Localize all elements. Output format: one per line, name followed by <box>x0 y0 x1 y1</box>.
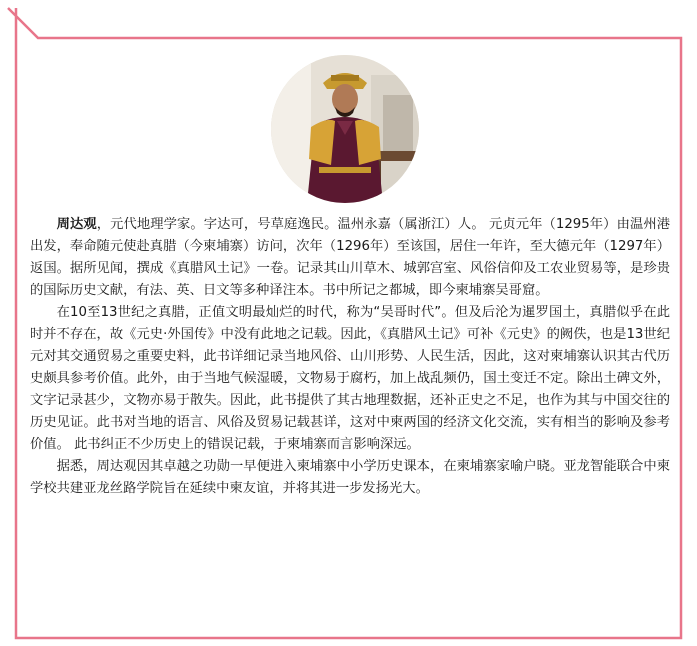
paragraph-2 <box>30 302 670 456</box>
paragraph-1 <box>30 214 670 302</box>
article-body <box>30 214 670 500</box>
paragraph-3 <box>30 456 670 500</box>
paragraph-text: 在10至13世纪之真腊，正值文明最灿烂的时代，称为“吴哥时代”。但及后沦为暹罗国土，真腊似乎在此时并不存在，故《元史·外国传》中没有此地之记载。因此，《真腊风土记》可补《元史》的阙佚，也是13世纪元对其交通贸易之重要史料，此书详细记录当地风俗、山川形势、人民生活，因此，这对柬埔寨认识其古代历史颇具参考价值。此外，由于当地气候湿暖，文物易于腐朽，加上战乱频仍，国土变迁不定。除出土碑文外，文字记录甚少，文物亦易于散失。因此，此书提供了其古地理数据，还补正史之不足，也作为其与中国交往的历史见证。此书对当地的语言、风俗及贸易记载甚详，这对中柬两国的经济文化交流，实有相当的影响及参考价值。 此书纠正不少历史上的错误记载，于柬埔寨而言影响深远。 <box>30 305 670 452</box>
portrait-icon <box>271 55 419 203</box>
portrait-image <box>271 55 419 203</box>
person-name: 周达观 <box>56 217 97 232</box>
paragraph-text: 据悉，周达观因其卓越之功勋一早便进入柬埔寨中小学历史课本，在柬埔寨家喻户晓。亚龙智能联合中柬学校共建亚龙丝路学院旨在延续中柬友谊，并将其进一步发扬光大。 <box>30 459 670 496</box>
paragraph-text: ，元代地理学家。字达可，号草庭逸民。温州永嘉（属浙江）人。 元贞元年（1295年）由温州港出发，奉命随元使赴真腊（今柬埔寨）访问，次年（1296年）至该国，居住一年许，至大德元年（1297年）返国。据所见闻，撰成《真腊风土记》一卷。记录其山川草木、城郭宫室、风俗信仰及工农业贸易等，是珍贵的国际历史文献，有法、英、日文等多种译注本。书中所记之都城，即今柬埔寨吴哥窟。 <box>30 217 670 298</box>
